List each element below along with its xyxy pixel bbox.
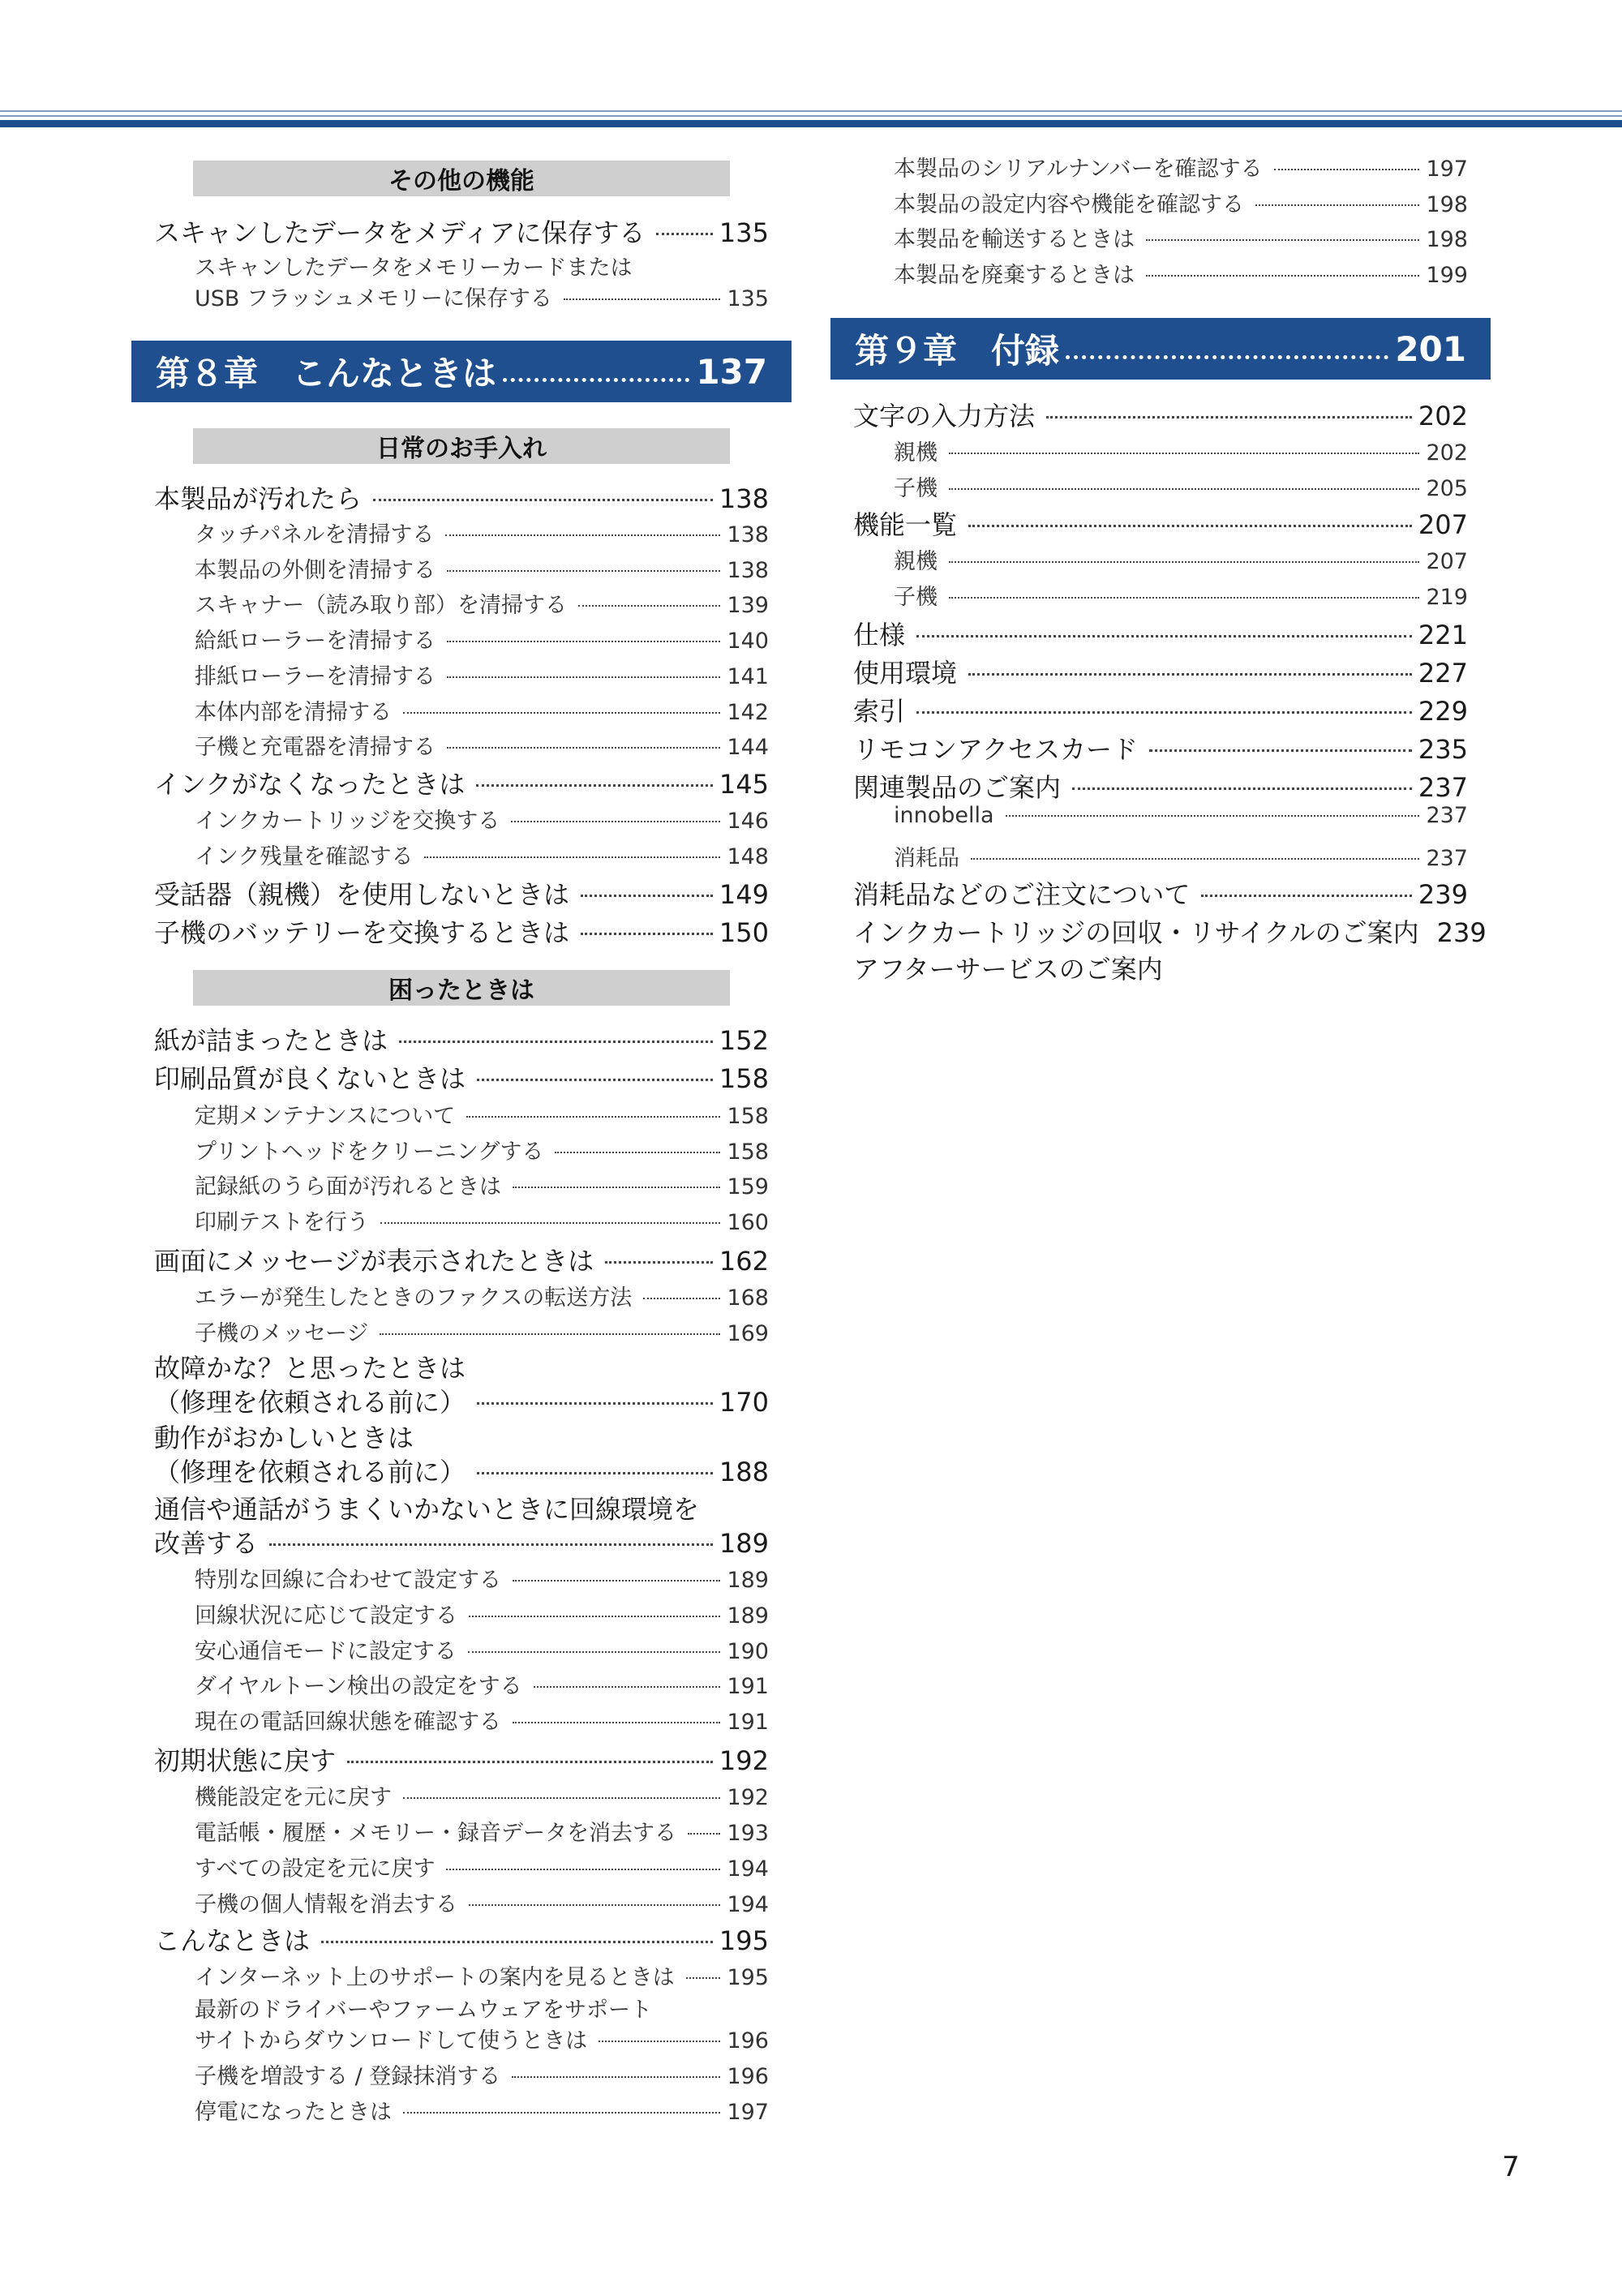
toc-entry-title: 現在の電話回線状態を確認する	[195, 1710, 501, 1736]
toc-entry-line: 動作がおかしいときは	[154, 1423, 414, 1453]
toc-subentry[interactable]	[195, 803, 769, 835]
toc-entry-title: 使用環境	[853, 658, 958, 689]
toc-entry-title: 親機	[894, 440, 938, 466]
toc-entry-page: 170	[719, 1387, 769, 1418]
toc-entry-title: インクカートリッジの回収・リサイクルのご案内	[853, 917, 1419, 948]
leader-dots	[469, 1616, 720, 1617]
toc-entry-page: 194	[727, 1856, 769, 1882]
toc-entry-page: 141	[727, 663, 769, 689]
toc-subentry[interactable]	[195, 281, 769, 312]
toc-subentry[interactable]	[195, 729, 769, 761]
toc-entry-page: 229	[1418, 696, 1468, 727]
toc-entry-title: 受話器（親機）を使用しないときは	[154, 879, 570, 910]
leader-dots	[424, 856, 720, 858]
leader-dots	[321, 1941, 713, 1943]
leader-dots	[1146, 239, 1419, 241]
leader-dots	[399, 1041, 713, 1043]
toc-subentry[interactable]	[195, 1598, 769, 1629]
toc-entry-page: 158	[719, 1063, 769, 1094]
toc-entry-title: 本製品を廃棄するときは	[894, 262, 1135, 288]
toc-entry-title: innobella	[894, 803, 994, 828]
toc-entry-title: 排紙ローラーを清掃する	[195, 663, 436, 689]
toc-entry[interactable]	[853, 396, 1468, 433]
section-heading-label: 困ったときは	[388, 976, 534, 1005]
leader-dots	[1006, 815, 1420, 817]
toc-subentry[interactable]	[195, 1633, 769, 1665]
toc-entry-title: 特別な回線に合わせて設定する	[195, 1568, 501, 1593]
toc-entry-title: 安心通信モードに設定する	[195, 1638, 457, 1664]
toc-entry[interactable]	[853, 615, 1468, 652]
toc-entry[interactable]	[853, 653, 1468, 690]
leader-dots	[686, 1977, 721, 1979]
section-heading-label: その他の機能	[388, 167, 534, 195]
chapter-page: 137	[696, 351, 767, 392]
toc-entry-page: 160	[727, 1210, 769, 1236]
toc-entry[interactable]	[154, 874, 769, 912]
toc-entry-page: 191	[727, 1674, 769, 1700]
toc-entry-page: 138	[727, 522, 769, 547]
leader-dots	[477, 1079, 713, 1081]
toc-entry-title: 本製品のシリアルナンバーを確認する	[894, 157, 1263, 182]
leader-dots	[380, 1333, 720, 1335]
leader-dots	[1149, 749, 1412, 752]
toc-entry-page: 159	[727, 1174, 769, 1200]
toc-subentry[interactable]	[195, 2023, 769, 2054]
toc-entry-page: 190	[727, 1638, 769, 1664]
toc-entry-line: 故障かな？と思ったときは	[154, 1353, 466, 1384]
header-rule-thin-1	[0, 110, 1622, 112]
leader-dots	[643, 1298, 720, 1299]
toc-entry-page: 195	[727, 1965, 769, 1990]
toc-subentry[interactable]	[195, 1668, 769, 1700]
toc-entry[interactable]	[154, 1740, 769, 1778]
toc-entry-page: 162	[719, 1246, 769, 1277]
toc-entry-title: インク残量を確認する	[195, 844, 414, 869]
leader-dots	[534, 1686, 721, 1688]
toc-entry[interactable]	[853, 874, 1468, 912]
toc-subentry[interactable]	[195, 1169, 769, 1200]
leader-dots	[949, 453, 1419, 454]
leader-dots	[513, 1580, 720, 1581]
leader-dots	[447, 570, 720, 572]
toc-entry-title: すべての設定を元に戻す	[195, 1856, 436, 1882]
toc-entry[interactable]	[853, 504, 1468, 542]
leader-dots	[688, 1833, 720, 1835]
chapter-page: 201	[1395, 328, 1466, 369]
toc-entry-page: 195	[719, 1925, 769, 1956]
toc-entry-page: 193	[727, 1821, 769, 1846]
toc-subentry[interactable]	[894, 840, 1468, 872]
leader-dots	[656, 233, 712, 235]
toc-entry-page: 197	[727, 2100, 769, 2125]
toc-entry-page: 235	[1418, 734, 1468, 765]
toc-subentry[interactable]	[894, 470, 1468, 502]
leader-dots	[916, 711, 1412, 714]
leader-dots	[968, 673, 1412, 676]
toc-entry-title: インクカートリッジを交換する	[195, 809, 500, 834]
leader-dots	[447, 747, 720, 749]
toc-entry-page: 148	[727, 844, 769, 869]
toc-subentry[interactable]	[195, 1959, 769, 1991]
toc-entry-page: 189	[727, 1568, 769, 1593]
toc-entry-title: 子機を増設する / 登録抹消する	[195, 2064, 501, 2089]
section-heading-other	[193, 161, 730, 196]
toc-entry-page: 142	[727, 699, 769, 725]
toc-entry-title: 本製品の外側を清掃する	[195, 557, 436, 583]
leader-dots	[469, 1904, 720, 1906]
leader-dots	[347, 1761, 713, 1763]
toc-entry[interactable]	[154, 1241, 769, 1278]
toc-entry-title: 印刷テストを行う	[195, 1210, 369, 1236]
toc-subentry[interactable]	[894, 435, 1468, 466]
toc-entry-title: 印刷品質が良くないときは	[154, 1063, 466, 1094]
toc-entry-page: 140	[727, 629, 769, 654]
leader-dots	[447, 676, 720, 678]
toc-entry-title: 子機のバッテリーを交換するときは	[154, 917, 570, 948]
toc-entry-title: 子機の個人情報を消去する	[195, 1892, 457, 1917]
toc-entry-title: 子機のメッセージ	[195, 1321, 369, 1346]
leader-dots	[1046, 416, 1412, 418]
toc-entry-page: 138	[727, 557, 769, 583]
toc-entry-page: 150	[719, 917, 769, 948]
toc-entry-title: インクがなくなったときは	[154, 769, 466, 800]
toc-entry-title: 仕様	[853, 620, 906, 650]
toc-entry[interactable]	[853, 691, 1468, 728]
toc-entry-title: 給紙ローラーを清掃する	[195, 629, 436, 654]
toc-entry-title: 本製品が汚れたら	[154, 483, 363, 514]
toc-entry-page: 144	[727, 735, 769, 761]
toc-entry-title: こんなときは	[154, 1925, 311, 1956]
toc-entry-title: 親機	[894, 549, 938, 574]
toc-entry-page: 192	[727, 1785, 769, 1810]
toc-subentry[interactable]	[894, 543, 1468, 575]
toc-entry[interactable]	[154, 764, 769, 801]
toc-entry-title: スキャンしたデータをメディアに保存する	[154, 217, 646, 248]
toc-entry-title: 関連製品のご案内	[853, 772, 1062, 803]
toc-entry-title: リモコンアクセスカード	[853, 734, 1139, 765]
toc-subentry[interactable]	[195, 1886, 769, 1918]
toc-entry-title: 子機と充電器を清掃する	[195, 735, 436, 761]
toc-entry-page: 168	[727, 1285, 769, 1311]
leader-dots	[971, 858, 1419, 860]
leader-dots	[605, 1261, 713, 1264]
toc-entry-title: 消耗品	[894, 846, 959, 871]
toc-entry-page: 152	[719, 1025, 769, 1056]
leader-dots	[512, 2076, 720, 2078]
toc-entry-title: 改善する	[154, 1528, 259, 1559]
toc-entry-title: エラーが発生したときのファクスの転送方法	[195, 1285, 633, 1311]
leader-dots	[1066, 355, 1388, 359]
toc-entry[interactable]	[154, 1920, 769, 1958]
toc-entry-title: （修理を依頼される前に）	[154, 1387, 466, 1418]
toc-entry-page: 237	[1426, 846, 1468, 871]
toc-subentry[interactable]	[195, 1134, 769, 1165]
toc-entry-page: 139	[727, 593, 769, 619]
toc-entry-title: 回線状況に応じて設定する	[195, 1603, 457, 1629]
toc-entry-title: 索引	[853, 696, 906, 727]
toc-entry-title: 本製品を輸送するときは	[894, 227, 1135, 252]
toc-subentry[interactable]	[195, 659, 769, 690]
toc-entry-page: 197	[1426, 157, 1468, 182]
toc-subentry[interactable]	[195, 517, 769, 548]
toc-entry-page: 146	[727, 809, 769, 834]
leader-dots	[446, 1869, 720, 1870]
toc-entry-title: タッチパネルを清掃する	[195, 522, 435, 547]
toc-entry-title: 電話帳・履歴・メモリー・録音データを消去する	[195, 1821, 676, 1846]
toc-subentry[interactable]	[195, 1204, 769, 1236]
chapter-title: 第８章 こんなときは	[156, 354, 497, 393]
toc-entry-page: 169	[727, 1321, 769, 1346]
toc-entry-page: 239	[1418, 879, 1468, 910]
toc-entry-page: 194	[727, 1892, 769, 1917]
leader-dots	[1274, 169, 1420, 170]
toc-entry[interactable]	[154, 1058, 769, 1096]
toc-entry-page: 189	[727, 1603, 769, 1629]
leader-dots	[581, 895, 713, 897]
leader-dots	[578, 605, 720, 607]
toc-entry-page: 237	[1418, 772, 1468, 803]
leader-dots	[476, 784, 713, 787]
toc-entry-page: 188	[719, 1457, 769, 1487]
toc-subentry[interactable]	[195, 1562, 769, 1594]
leader-dots	[477, 1402, 713, 1405]
leader-dots	[564, 298, 721, 300]
toc-subentry[interactable]	[195, 1704, 769, 1736]
section-heading-trouble	[193, 970, 730, 1006]
toc-entry-page: 158	[727, 1139, 769, 1165]
toc-entry-title: 記録紙のうら面が汚れるときは	[195, 1174, 501, 1200]
chapter-title: 第９章 付録	[855, 331, 1060, 371]
toc-entry-page: 198	[1426, 191, 1468, 217]
header-rule-thick	[0, 120, 1622, 127]
chapter-banner-9[interactable]	[830, 318, 1491, 380]
toc-subentry[interactable]	[195, 1280, 769, 1311]
toc-entry-page: 199	[1426, 262, 1468, 288]
toc-entry-page: 138	[719, 483, 769, 514]
toc-entry[interactable]	[853, 729, 1468, 766]
toc-subentry[interactable]	[894, 221, 1468, 253]
leader-dots	[447, 641, 720, 642]
leader-dots	[373, 499, 713, 501]
leader-dots	[949, 561, 1419, 563]
toc-entry[interactable]	[154, 912, 769, 950]
leader-dots	[1146, 275, 1419, 277]
toc-entry-title: 初期状態に戻す	[154, 1745, 337, 1776]
toc-entry-page: 196	[727, 2028, 769, 2054]
toc-entry-title: 文字の入力方法	[853, 401, 1036, 431]
chapter-banner-8[interactable]	[131, 341, 792, 402]
toc-subentry[interactable]	[195, 623, 769, 654]
toc-entry-title: 停電になったときは	[195, 2100, 392, 2125]
leader-dots	[555, 1152, 720, 1153]
section-heading-care	[193, 428, 730, 464]
toc-entry[interactable]	[154, 1382, 769, 1419]
section-heading-label: 日常のお手入れ	[376, 435, 547, 463]
toc-entry-page: 135	[719, 217, 769, 248]
leader-dots	[968, 525, 1412, 527]
toc-entry-page: 227	[1418, 658, 1468, 689]
toc-entry-title: 本体内部を清掃する	[195, 699, 392, 725]
toc-entry-page: 205	[1426, 476, 1468, 501]
toc-entry-page: 207	[1426, 549, 1468, 574]
toc-entry[interactable]	[154, 479, 769, 516]
toc-subentry[interactable]	[195, 1098, 769, 1130]
toc-entry-title: 消耗品などのご注文について	[853, 879, 1191, 910]
toc-entry[interactable]	[154, 1523, 769, 1560]
toc-subentry[interactable]	[195, 839, 769, 870]
toc-entry-page: 202	[1418, 401, 1468, 431]
toc-subentry[interactable]	[195, 2094, 769, 2126]
leader-dots	[513, 1722, 720, 1723]
toc-entry-after-service[interactable]: アフターサービスのご案内	[853, 954, 1163, 985]
header-rule-thin-2	[0, 115, 1622, 117]
leader-dots	[380, 1222, 721, 1224]
toc-entry-title: 紙が詰まったときは	[154, 1025, 388, 1056]
toc-entry-title: スキャナー（読み取り部）を清掃する	[195, 593, 567, 619]
toc-subentry[interactable]	[894, 187, 1468, 218]
toc-entry-title: プリントヘッドをクリーニングする	[195, 1139, 544, 1165]
toc-entry-page: 192	[719, 1745, 769, 1776]
leader-dots	[468, 1651, 721, 1653]
toc-entry-title: サイトからダウンロードして使うときは	[195, 2028, 588, 2054]
leader-dots	[403, 2112, 720, 2114]
leader-dots	[949, 597, 1419, 599]
toc-entry-page: 191	[727, 1710, 769, 1736]
toc-entry-page: 207	[1418, 509, 1468, 540]
toc-subentry[interactable]	[894, 579, 1468, 611]
toc-entry-page: 198	[1426, 227, 1468, 252]
page-number: 7	[1502, 2151, 1520, 2183]
toc-entry[interactable]	[154, 1452, 769, 1489]
toc-entry-title: 機能設定を元に戻す	[195, 1785, 392, 1810]
toc-subentry[interactable]	[894, 151, 1468, 182]
toc-entry-page: 202	[1426, 440, 1468, 466]
leader-dots	[949, 488, 1419, 490]
toc-entry-page: 149	[719, 879, 769, 910]
toc-subentry[interactable]	[195, 1851, 769, 1882]
toc-entry[interactable]	[853, 912, 1487, 950]
toc-entry-line: 通信や通話がうまくいかないときに回線環境を	[154, 1494, 700, 1525]
toc-entry-title: （修理を依頼される前に）	[154, 1457, 466, 1487]
toc-entry-title: 機能一覧	[853, 509, 958, 540]
toc-subentry[interactable]	[195, 587, 769, 619]
toc-subentry[interactable]	[894, 257, 1468, 289]
leader-dots	[1072, 788, 1412, 790]
toc-entry-page: 189	[719, 1528, 769, 1559]
leader-dots	[477, 1472, 713, 1474]
toc-entry-line: 最新のドライバーやファームウェアをサポート	[195, 1998, 653, 2023]
toc-entry[interactable]	[853, 767, 1468, 805]
leader-dots	[403, 1797, 720, 1799]
toc-subentry[interactable]	[195, 1315, 769, 1347]
leader-dots	[511, 821, 720, 822]
toc-subentry[interactable]	[195, 694, 769, 726]
toc-entry-page: 158	[727, 1104, 769, 1129]
toc-entry-title: 子機	[894, 585, 938, 610]
leader-dots	[513, 1187, 720, 1188]
toc-entry-title: 画面にメッセージが表示されたときは	[154, 1246, 594, 1277]
toc-entry[interactable]	[154, 212, 769, 250]
leader-dots	[916, 635, 1412, 637]
toc-subentry[interactable]	[894, 803, 1468, 828]
toc-subentry[interactable]	[195, 2058, 769, 2090]
leader-dots	[269, 1543, 713, 1546]
toc-entry-line: スキャンしたデータをメモリーカードまたは	[195, 255, 633, 281]
leader-dots	[1255, 204, 1419, 206]
leader-dots	[445, 534, 720, 536]
leader-dots	[466, 1116, 720, 1118]
toc-entry-title: 本製品の設定内容や機能を確認する	[894, 191, 1244, 217]
toc-entry-title: 定期メンテナンスについて	[195, 1104, 456, 1129]
toc-entry-page: 135	[727, 286, 769, 311]
toc-subentry[interactable]	[195, 1779, 769, 1811]
leader-dots	[599, 2041, 720, 2042]
toc-entry-page: 239	[1436, 917, 1487, 948]
toc-entry-page: 219	[1426, 585, 1468, 610]
toc-entry-page: 145	[719, 769, 769, 800]
leader-dots	[1201, 895, 1412, 897]
leader-dots	[403, 712, 720, 714]
toc-entry-title: 子機	[894, 476, 938, 501]
toc-entry-title: USB フラッシュメモリーに保存する	[195, 286, 552, 311]
leader-dots	[503, 378, 689, 382]
toc-entry-page: 237	[1426, 803, 1468, 828]
toc-entry[interactable]	[154, 1020, 769, 1058]
toc-entry-page: 196	[727, 2064, 769, 2089]
leader-dots	[581, 933, 713, 935]
toc-subentry[interactable]	[195, 552, 769, 584]
toc-entry-title: ダイヤルトーン検出の設定をする	[195, 1674, 522, 1700]
toc-entry-page: 221	[1418, 620, 1468, 650]
toc-entry-title: インターネット上のサポートの案内を見るときは	[195, 1965, 675, 1990]
toc-subentry[interactable]	[195, 1815, 769, 1847]
